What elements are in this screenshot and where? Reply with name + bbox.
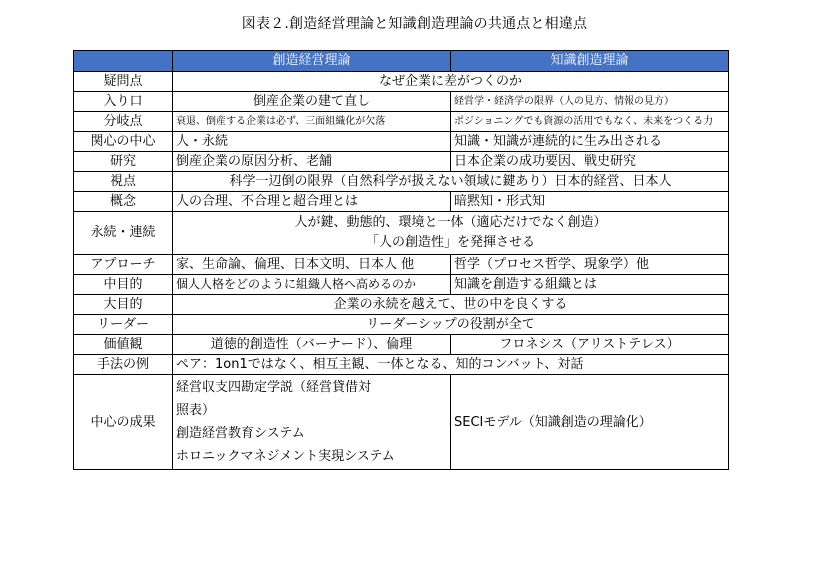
comparison-table xyxy=(73,50,729,470)
row-gimon xyxy=(74,72,729,92)
row-label: 疑問点 xyxy=(74,72,173,92)
left-cell: 人の合理、不合理と超合理とは xyxy=(173,192,451,212)
right-cell: 知識を創造する組織とは xyxy=(451,275,729,295)
row-label: リーダー xyxy=(74,315,173,335)
left-cell: 倒産企業の原因分析、老舗 xyxy=(173,152,451,172)
merged-cell: 企業の永続を越えて、世の中を良くする xyxy=(173,295,729,315)
results-line-4: ホロニックマネジメント実現システム xyxy=(176,449,395,464)
row-label: 価値観 xyxy=(74,335,173,355)
row-label: 視点 xyxy=(74,172,173,192)
merged-cell xyxy=(173,212,729,255)
left-cell: 家、生命論、倫理、日本文明、日本人 他 xyxy=(173,255,451,275)
row-shiten xyxy=(74,172,729,192)
row-bunki xyxy=(74,112,729,132)
row-label: 研究 xyxy=(74,152,173,172)
row-leader xyxy=(74,315,729,335)
row-label: 中心の成果 xyxy=(74,375,173,470)
row-label: 中目的 xyxy=(74,275,173,295)
row-label: 永続・連続 xyxy=(74,212,173,255)
merged-line-2: 「人の創造性」を発揮させる xyxy=(365,235,535,250)
merged-cell: リーダーシップの役割が全て xyxy=(173,315,729,335)
merged-line-1: 人が鍵、動態的、環境と一体（適応だけでなく創造） xyxy=(294,215,607,230)
header-souzou-keiei: 創造経営理論 xyxy=(173,51,451,72)
merged-cell: 科学一辺倒の限界（自然科学が扱えない領域に鍵あり）日本的経営、日本人 xyxy=(173,172,729,192)
right-cell: フロネシス（アリストテレス） xyxy=(451,335,729,355)
left-cell xyxy=(173,375,451,470)
right-cell: 経営学・経済学の限界（人の見方、情報の見方） xyxy=(451,92,729,112)
row-label: 手法の例 xyxy=(74,355,173,375)
row-shuho xyxy=(74,355,729,375)
row-chumoku xyxy=(74,275,729,295)
row-label: アプローチ xyxy=(74,255,173,275)
merged-cell: なぜ企業に差がつくのか xyxy=(173,72,729,92)
left-cell: 衰退、倒産する企業は必ず、三面組織化が欠落 xyxy=(173,112,451,132)
row-kenkyu xyxy=(74,152,729,172)
row-gainen xyxy=(74,192,729,212)
header-chishiki-souzou: 知識創造理論 xyxy=(451,51,729,72)
right-cell: 知識・知識が連続的に生み出される xyxy=(451,132,729,152)
left-cell: 個人人格をどのように組織人格へ高めるのか xyxy=(173,275,451,295)
row-label: 概念 xyxy=(74,192,173,212)
row-label: 関心の中心 xyxy=(74,132,173,152)
row-iriguchi xyxy=(74,92,729,112)
right-cell: SECIモデル（知識創造の理論化） xyxy=(451,375,729,470)
row-label: 分岐点 xyxy=(74,112,173,132)
row-daimoku xyxy=(74,295,729,315)
row-seika xyxy=(74,375,729,470)
results-line-1: 経営収支四勘定学説（経営貸借対 xyxy=(176,380,372,395)
row-label: 入り口 xyxy=(74,92,173,112)
header-row xyxy=(74,51,729,72)
right-cell: 哲学（プロセス哲学、現象学）他 xyxy=(451,255,729,275)
left-cell: 人・永続 xyxy=(173,132,451,152)
row-eizoku xyxy=(74,212,729,255)
right-cell: ポジショニングでも資源の活用でもなく、未来をつくる力 xyxy=(451,112,729,132)
left-cell: 道徳的創造性（バーナード）、倫理 xyxy=(173,335,451,355)
right-cell: 日本企業の成功要因、戦史研究 xyxy=(451,152,729,172)
results-line-2: 照表） xyxy=(176,403,216,418)
row-kachikan xyxy=(74,335,729,355)
results-line-3: 創造経営教育システム xyxy=(176,426,305,441)
row-kanshin xyxy=(74,132,729,152)
merged-cell: ペア：1on1ではなく、相互主観、一体となる、知的コンバット、対話 xyxy=(173,355,729,375)
left-cell: 倒産企業の建て直し xyxy=(173,92,451,112)
header-corner xyxy=(74,51,173,72)
figure-title: 図表２.創造経営理論と知識創造理論の共通点と相違点 xyxy=(241,16,588,32)
row-label: 大目的 xyxy=(74,295,173,315)
row-approach xyxy=(74,255,729,275)
right-cell: 暗黙知・形式知 xyxy=(451,192,729,212)
